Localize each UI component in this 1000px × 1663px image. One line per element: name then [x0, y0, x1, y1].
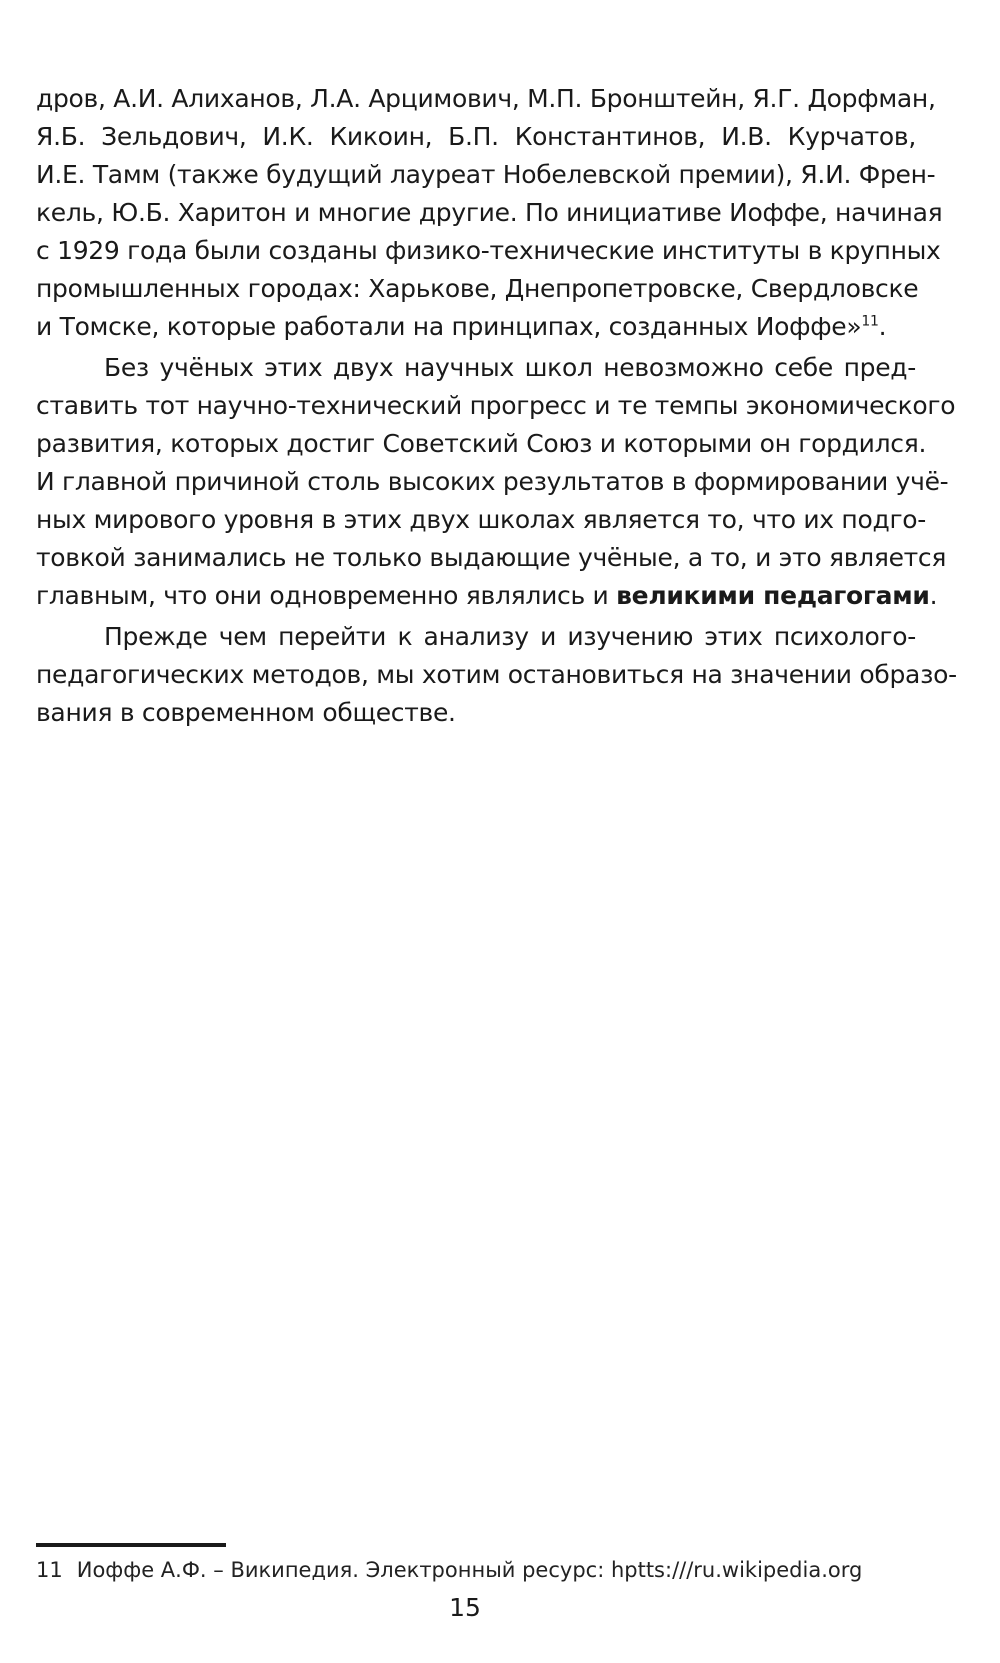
text-line: ставить тот научно-технический прогресс и те темпы экономического	[36, 391, 956, 420]
text-line: Прежде чем перейти к анализу и изучению этих психолого-	[104, 622, 916, 651]
paragraph-3	[36, 618, 957, 732]
footnote	[36, 1555, 862, 1585]
text-line: вания в современном обществе.	[36, 698, 456, 727]
footnote-number: 11	[36, 1558, 63, 1582]
text-line: товкой занимались не только выдающие учёные, а то, и это является	[36, 543, 947, 572]
text-line: Я.Б. Зельдович, И.К. Кикоин, Б.П. Константинов, И.В. Курчатов,	[36, 122, 916, 151]
text-fragment: главным, что они одновременно являлись и	[36, 581, 617, 610]
text-line: И главной причиной столь высоких результатов в формировании учё-	[36, 467, 949, 496]
paragraph-2	[36, 349, 956, 615]
text-line	[36, 308, 916, 346]
footnote-text: Иоффе А.Ф. – Википедия. Электронный ресурс: hptts:///ru.wikipedia.org	[76, 1558, 863, 1582]
text-fragment: .	[929, 581, 938, 610]
footnote-divider	[36, 1543, 226, 1547]
text-line: промышленных городах: Харькове, Днепропетровске, Свердловске	[36, 274, 919, 303]
text-fragment: .	[878, 312, 887, 341]
text-line	[36, 577, 938, 615]
text-line: развития, которых достиг Советский Союз и которыми он гордился.	[36, 429, 927, 458]
text-line: ных мирового уровня в этих двух школах является то, что их подго-	[36, 505, 927, 534]
paragraph-1	[36, 80, 943, 346]
text-fragment: и Томске, которые работали на принципах, созданных Иоффе»	[36, 312, 862, 341]
text-line: И.Е. Тамм (также будущий лауреат Нобелевской премии), Я.И. Френ-	[36, 160, 936, 189]
text-line: Без учёных этих двух научных школ невозможно себе пред-	[104, 353, 916, 382]
page-body	[36, 80, 957, 732]
bold-emphasis: великими педагогами	[616, 581, 930, 610]
footnote-reference[interactable]: 11	[861, 313, 879, 330]
text-line: педагогических методов, мы хотим остановиться на значении образо-	[36, 660, 957, 689]
page-number: 15	[449, 1593, 481, 1622]
text-line: с 1929 года были созданы физико-технические институты в крупных	[36, 236, 941, 265]
text-line: дров, А.И. Алиханов, Л.А. Арцимович, М.П. Бронштейн, Я.Г. Дорфман,	[36, 84, 936, 113]
text-line: кель, Ю.Б. Харитон и многие другие. По инициативе Иоффе, начиная	[36, 198, 943, 227]
